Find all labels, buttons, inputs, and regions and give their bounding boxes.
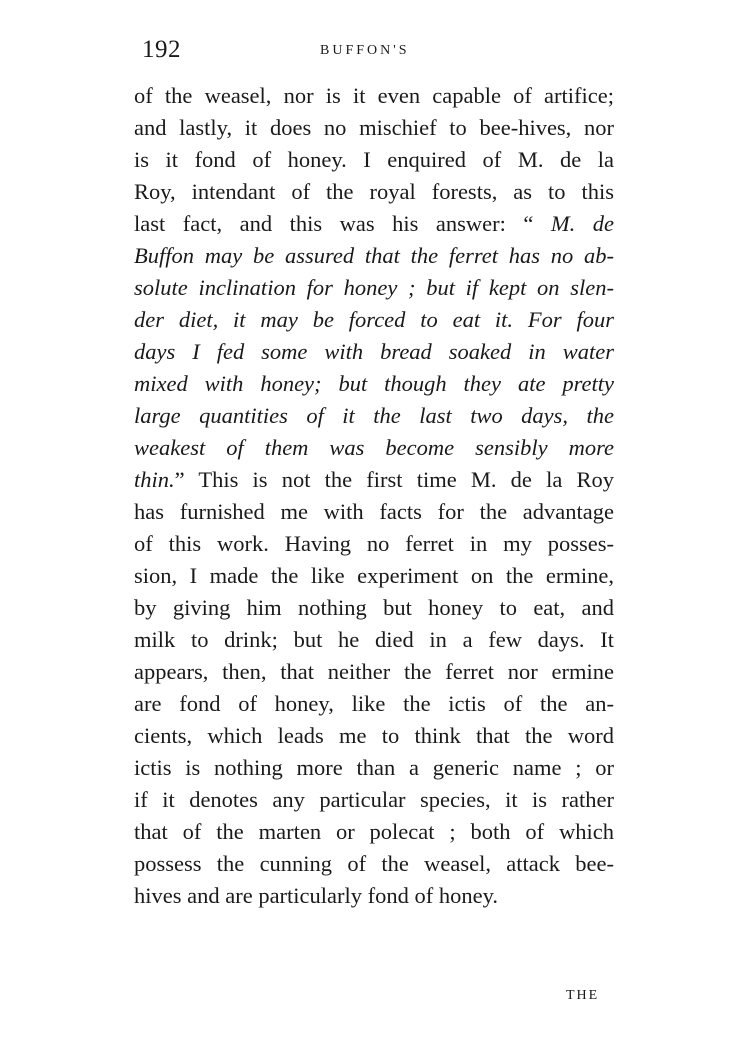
italic-text-segment: solute inclination for honey ; but if kept on slen- <box>134 275 614 300</box>
page-number: 192 <box>142 36 181 63</box>
text-line <box>134 592 614 624</box>
text-segment: milk to drink; but he died in a few days. It <box>134 627 614 652</box>
text-line <box>134 848 614 880</box>
text-line <box>134 656 614 688</box>
body-text <box>134 80 614 912</box>
text-line <box>134 816 614 848</box>
text-segment: of the weasel, nor is it even capable of artifice; <box>134 83 614 108</box>
text-line <box>134 368 614 400</box>
running-head: BUFFON'S <box>320 43 410 58</box>
text-segment: if it denotes any particular species, it is rather <box>134 787 614 812</box>
text-segment: cients, which leads me to think that the word <box>134 723 614 748</box>
text-segment: is it fond of honey. I enquired of M. de la <box>134 147 614 172</box>
italic-text-segment: M. de <box>550 211 614 236</box>
italic-text-segment: large quantities of it the last two days, the <box>134 403 614 428</box>
page-header <box>134 36 614 70</box>
text-segment: Roy, intendant of the royal forests, as to this <box>134 179 614 204</box>
text-line <box>134 560 614 592</box>
text-line <box>134 432 614 464</box>
text-line <box>134 752 614 784</box>
italic-text-segment: thin. <box>134 467 175 492</box>
text-segment: and lastly, it does no mischief to bee-hives, nor <box>134 115 614 140</box>
text-line <box>134 464 614 496</box>
text-line <box>134 80 614 112</box>
text-segment: of this work. Having no ferret in my posses- <box>134 531 614 556</box>
text-line <box>134 176 614 208</box>
text-line <box>134 208 614 240</box>
text-segment: hives and are particularly fond of honey. <box>134 883 499 908</box>
text-line <box>134 112 614 144</box>
text-line <box>134 688 614 720</box>
text-segment: by giving him nothing but honey to eat, and <box>134 595 614 620</box>
text-line <box>134 624 614 656</box>
text-line <box>134 496 614 528</box>
text-line <box>134 528 614 560</box>
text-segment: ” This is not the first time M. de la Roy <box>174 467 614 492</box>
text-line <box>134 336 614 368</box>
text-line <box>134 272 614 304</box>
text-line <box>134 144 614 176</box>
text-segment: are fond of honey, like the ictis of the an- <box>134 691 614 716</box>
text-segment: ictis is nothing more than a generic name ; or <box>134 755 614 780</box>
text-line <box>134 784 614 816</box>
text-segment: has furnished me with facts for the advantage <box>134 499 614 524</box>
text-line <box>134 304 614 336</box>
text-segment: appears, then, that neither the ferret nor ermine <box>134 659 614 684</box>
catchword: THE <box>566 988 600 1003</box>
italic-text-segment: weakest of them was become sensibly more <box>134 435 614 460</box>
text-segment: sion, I made the like experiment on the ermine, <box>134 563 614 588</box>
italic-text-segment: Buffon may be assured that the ferret has no ab- <box>134 243 614 268</box>
text-line <box>134 880 614 912</box>
text-segment: that of the marten or polecat ; both of which <box>134 819 614 844</box>
text-segment: possess the cunning of the weasel, attack bee- <box>134 851 614 876</box>
text-line <box>134 720 614 752</box>
italic-text-segment: mixed with honey; but though they ate pretty <box>134 371 614 396</box>
text-line <box>134 400 614 432</box>
italic-text-segment: days I fed some with bread soaked in water <box>134 339 614 364</box>
text-line <box>134 240 614 272</box>
text-segment: last fact, and this was his answer: “ <box>134 211 551 236</box>
italic-text-segment: der diet, it may be forced to eat it. For four <box>134 307 614 332</box>
